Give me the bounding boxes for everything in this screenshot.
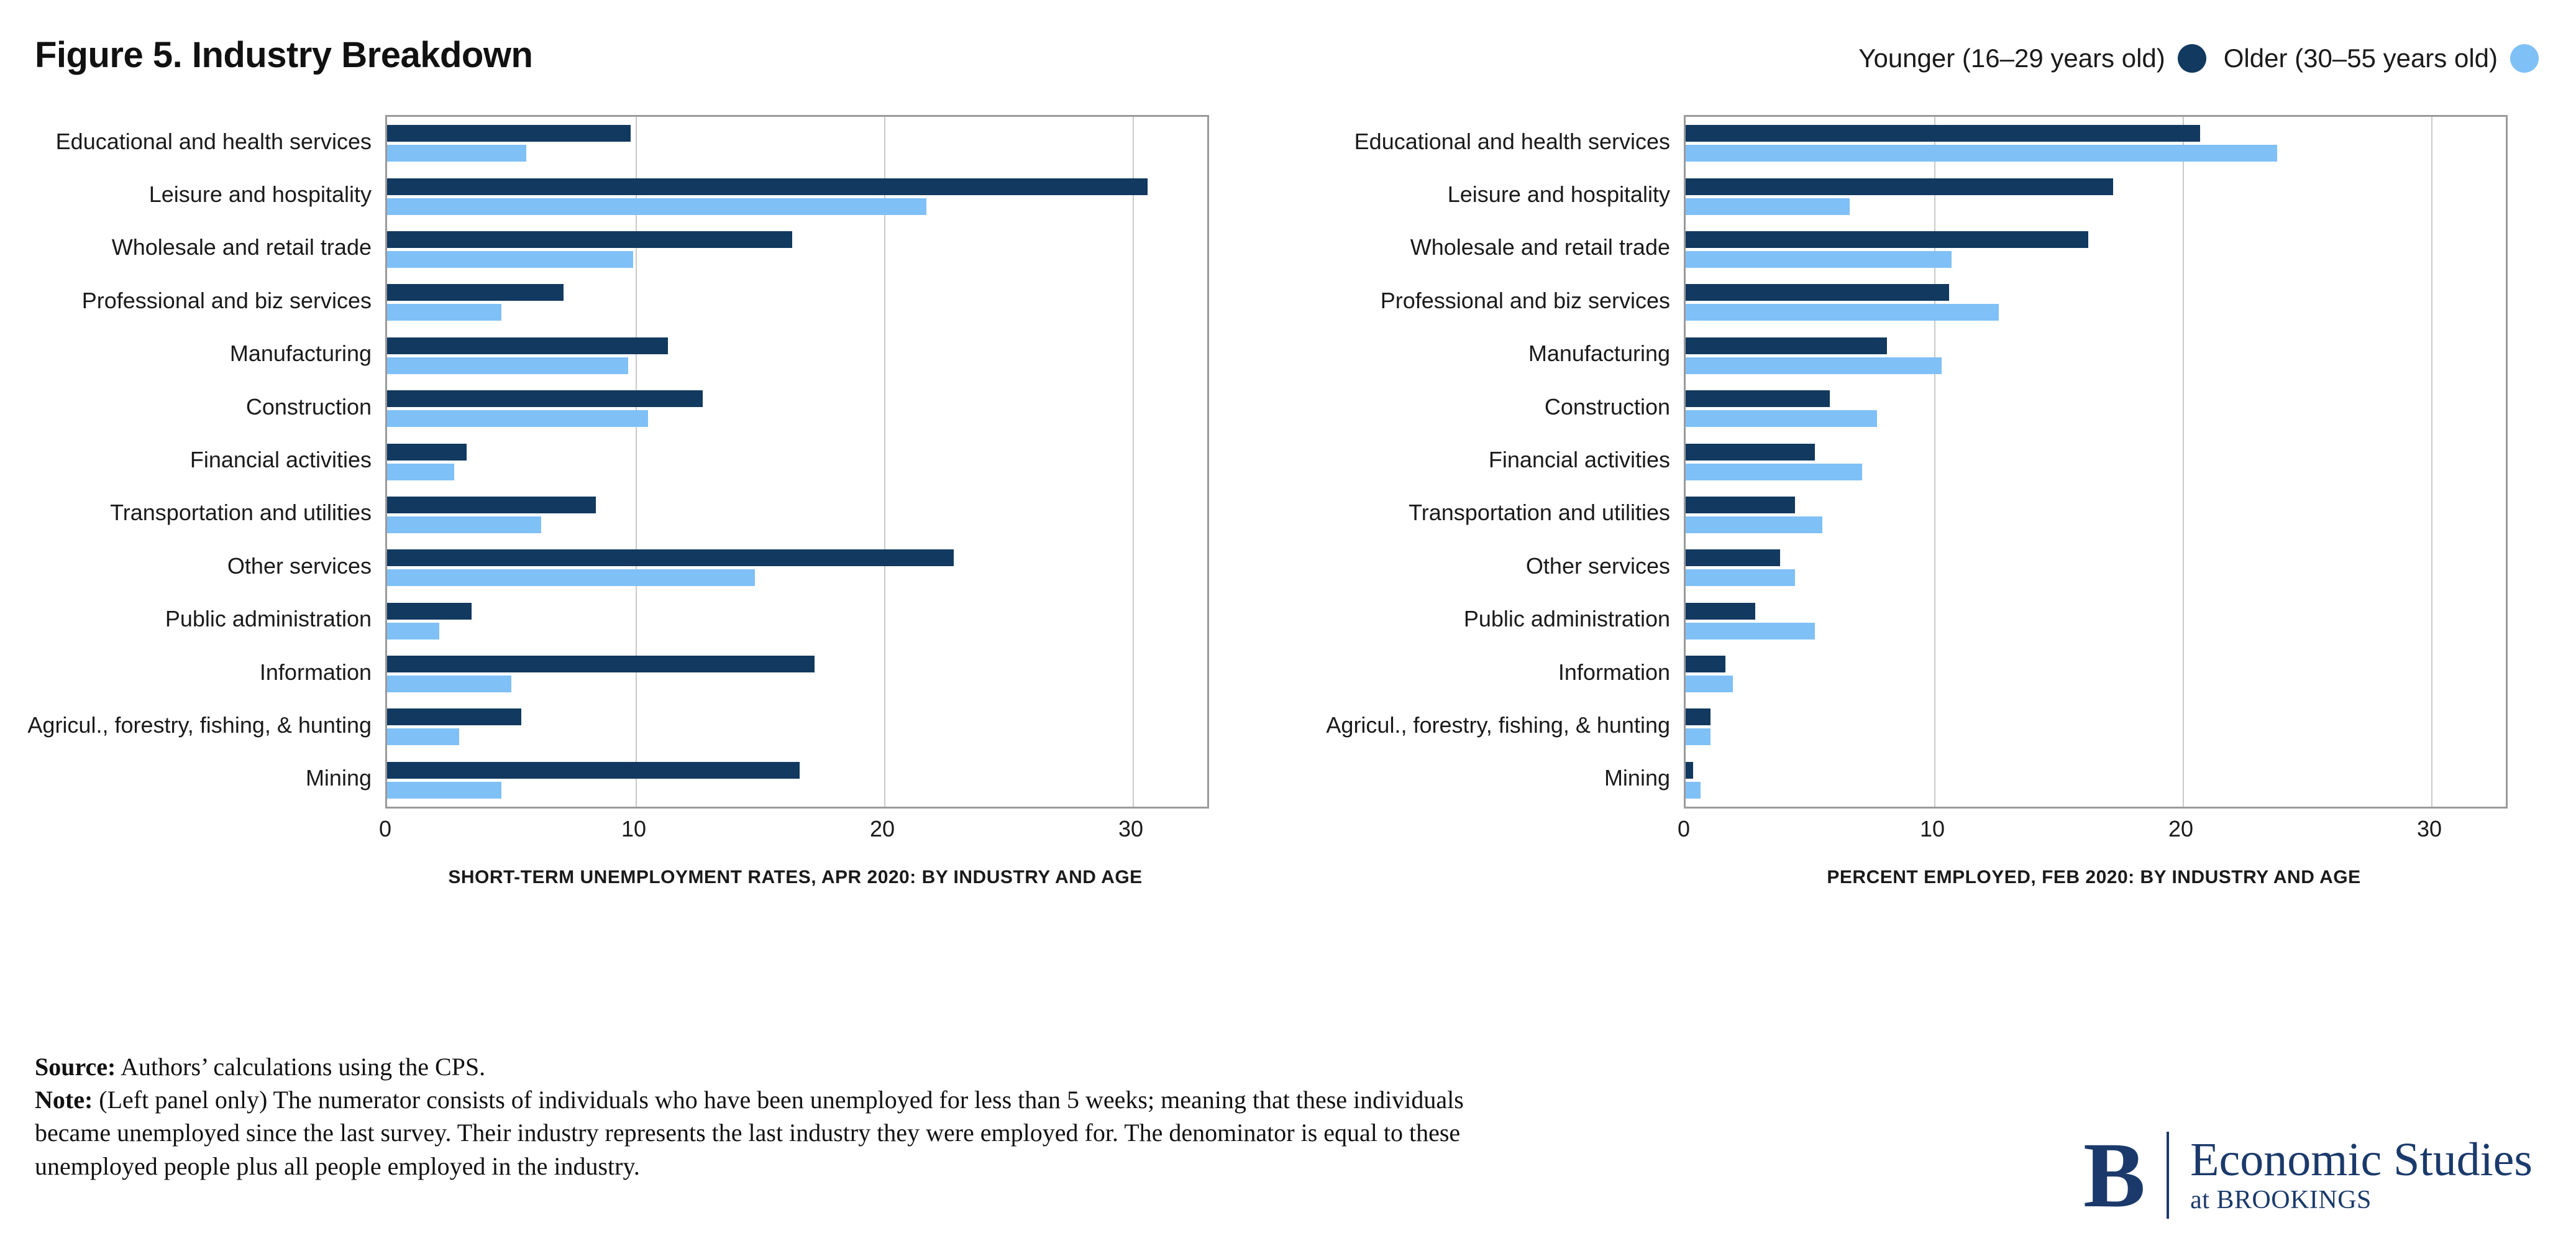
brookings-monogram: B xyxy=(2083,1123,2146,1227)
bar-older xyxy=(387,410,648,427)
gridline xyxy=(636,117,637,807)
gridline xyxy=(1133,117,1134,807)
bar-younger xyxy=(387,549,954,566)
category-label: Mining xyxy=(305,765,372,791)
bar-younger xyxy=(1686,497,1795,513)
bar-younger xyxy=(387,708,521,725)
bar-younger xyxy=(1686,549,1780,566)
gridline xyxy=(1934,117,1935,807)
category-label: Educational and health services xyxy=(1354,128,1670,154)
category-label: Transportation and utilities xyxy=(1409,500,1670,526)
x-axis-tick: 10 xyxy=(1919,816,1945,841)
bar-younger xyxy=(387,497,596,513)
category-label: Financial activities xyxy=(1488,447,1670,472)
bar-younger xyxy=(1686,656,1725,672)
bar-younger xyxy=(387,603,472,620)
bar-younger xyxy=(1686,231,2088,248)
bar-older xyxy=(387,357,628,374)
x-axis-tick: 20 xyxy=(2168,816,2194,841)
footnote-source-text: Authors’ calculations using the CPS. xyxy=(116,1053,486,1081)
bar-older xyxy=(1686,304,1999,321)
bar-older xyxy=(1686,357,1942,374)
plot-area-right xyxy=(1684,115,2508,809)
bar-younger xyxy=(387,231,792,248)
bar-younger xyxy=(387,444,467,461)
category-label: Information xyxy=(259,659,372,685)
bar-older xyxy=(387,145,526,162)
x-axis-tick: 30 xyxy=(2416,816,2442,841)
bar-younger xyxy=(1686,762,1693,779)
page-title: Figure 5. Industry Breakdown xyxy=(35,35,533,75)
bar-younger xyxy=(387,656,815,672)
bar-older xyxy=(1686,410,1877,427)
footnote-source-lead: Source: xyxy=(35,1053,116,1081)
footnotes xyxy=(35,1050,1526,1183)
category-label: Leisure and hospitality xyxy=(1447,181,1670,208)
bar-older xyxy=(387,728,459,745)
bar-younger xyxy=(1686,125,2200,142)
category-label: Other services xyxy=(1525,552,1670,579)
brand-text xyxy=(2190,1135,2533,1215)
bar-older xyxy=(1686,623,1815,639)
bar-younger xyxy=(1686,444,1815,461)
footnote-note-text: (Left panel only) The numerator consists of individuals who have been unemployed for less than 5 weeks; meaning that these individuals became unemployed since the last survey. Their industry represents the last industry they were employed for. The denominator is equal to these unemployed people plus all people employed in the industry. xyxy=(35,1086,1464,1180)
category-label: Public administration xyxy=(165,606,372,632)
chart-legend xyxy=(1858,44,2539,73)
category-label: Wholesale and retail trade xyxy=(1410,234,1670,260)
bar-younger xyxy=(387,390,703,407)
brand-subtitle-name: BROOKINGS xyxy=(2216,1185,2372,1214)
bar-older xyxy=(1686,516,1822,533)
footnote-note-lead: Note: xyxy=(35,1086,93,1114)
brand-divider xyxy=(2167,1132,2169,1219)
bar-older xyxy=(387,198,926,215)
bar-older xyxy=(387,676,511,692)
bar-younger xyxy=(387,762,800,779)
bar-younger xyxy=(1686,178,2113,195)
x-axis-tick: 30 xyxy=(1118,816,1144,841)
legend-label-older: Older (30–55 years old) xyxy=(2223,44,2498,73)
bar-older xyxy=(387,569,755,586)
brand-subtitle-prefix: at xyxy=(2190,1185,2217,1214)
x-axis-tick: 0 xyxy=(1677,816,1691,841)
category-labels-right xyxy=(1299,115,1670,805)
gridline xyxy=(2183,117,2184,807)
bar-older xyxy=(1686,251,1952,268)
category-label: Agricul., forestry, fishing, & hunting xyxy=(1326,712,1670,738)
legend-swatch-younger-icon xyxy=(2178,44,2206,73)
bar-younger xyxy=(1686,284,1949,301)
bar-younger xyxy=(387,337,668,354)
category-label: Construction xyxy=(245,393,372,419)
footnote-note xyxy=(35,1083,1526,1183)
x-axis-title-left: SHORT-TERM UNEMPLOYMENT RATES, APR 2020: BY INDUSTRY AND AGE xyxy=(448,867,1143,887)
category-label: Professional and biz services xyxy=(1380,287,1670,313)
category-label: Leisure and hospitality xyxy=(148,181,372,208)
bar-older xyxy=(1686,782,1701,799)
bar-older xyxy=(1686,145,2277,162)
category-label: Public administration xyxy=(1463,606,1670,632)
footnote-source xyxy=(35,1050,1526,1083)
category-label: Manufacturing xyxy=(1528,341,1670,367)
category-label: Educational and health services xyxy=(55,128,372,154)
bar-older xyxy=(1686,569,1795,586)
chart-panel-left xyxy=(0,115,1249,954)
x-axis-tick: 20 xyxy=(869,816,895,841)
bar-younger xyxy=(387,178,1148,195)
x-axis-tick: 10 xyxy=(621,816,647,841)
bar-younger xyxy=(1686,603,1755,620)
x-axis-title-right: PERCENT EMPLOYED, FEB 2020: BY INDUSTRY AND AGE xyxy=(1827,867,2361,887)
bar-younger xyxy=(1686,708,1710,725)
category-label: Construction xyxy=(1544,393,1670,419)
gridline xyxy=(884,117,885,807)
bar-younger xyxy=(387,125,631,142)
category-label: Agricul., forestry, fishing, & hunting xyxy=(27,712,372,738)
bar-younger xyxy=(1686,390,1830,407)
brand-title: Economic Studies xyxy=(2190,1134,2533,1186)
legend-label-younger: Younger (16–29 years old) xyxy=(1858,44,2165,73)
category-label: Wholesale and retail trade xyxy=(111,234,372,260)
brand-subtitle xyxy=(2190,1185,2533,1215)
gridline xyxy=(2431,117,2432,807)
bar-older xyxy=(387,304,501,321)
category-label: Mining xyxy=(1604,765,1670,791)
bar-older xyxy=(387,464,454,480)
bar-older xyxy=(1686,728,1710,745)
category-labels-left xyxy=(0,115,372,805)
bar-older xyxy=(1686,464,1862,480)
legend-swatch-older-icon xyxy=(2510,44,2539,73)
bar-older xyxy=(387,516,541,533)
bar-younger xyxy=(1686,337,1887,354)
category-label: Manufacturing xyxy=(229,341,372,367)
category-label: Transportation and utilities xyxy=(110,500,372,526)
bar-older xyxy=(387,623,439,639)
category-label: Other services xyxy=(227,552,372,579)
bar-younger xyxy=(387,284,564,301)
x-axis-tick: 0 xyxy=(378,816,392,841)
bar-older xyxy=(1686,676,1733,692)
category-label: Financial activities xyxy=(190,447,372,472)
category-label: Information xyxy=(1558,659,1670,685)
brookings-logo xyxy=(2083,1123,2533,1227)
bar-older xyxy=(1686,198,1850,215)
bar-older xyxy=(387,251,633,268)
bar-older xyxy=(387,782,501,799)
plot-area-left xyxy=(385,115,1209,809)
chart-panel-right xyxy=(1299,115,2547,954)
legend-entry-older xyxy=(2224,44,2539,73)
category-label: Professional and biz services xyxy=(81,287,372,313)
legend-entry-younger xyxy=(1858,44,2206,73)
